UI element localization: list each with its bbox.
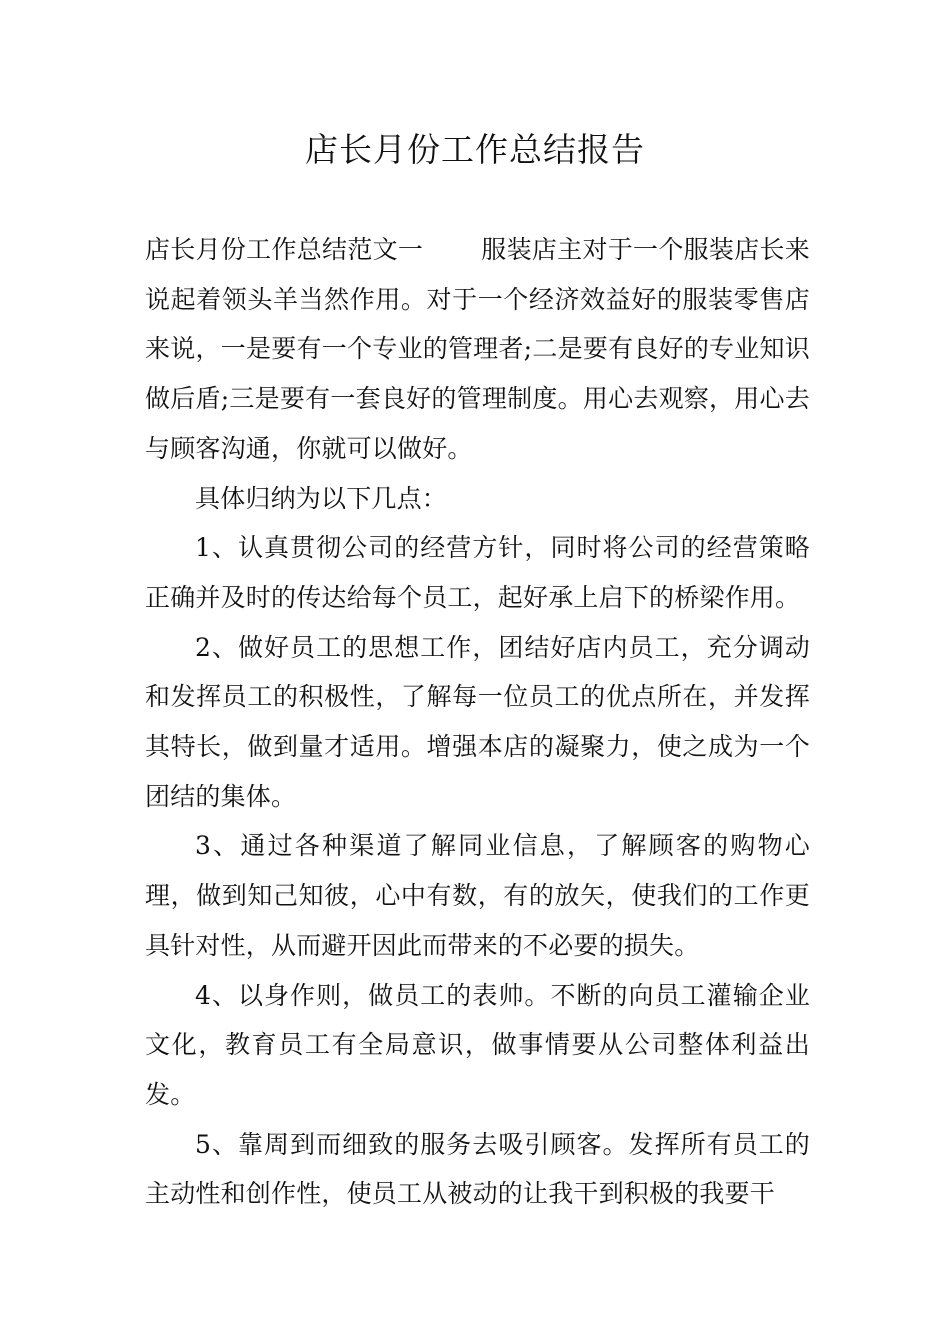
intro-heading: 店长月份工作总结范文一 <box>145 235 424 264</box>
intro-paragraph <box>145 225 810 474</box>
point-5: 5、靠周到而细致的服务去吸引顾客。发挥所有员工的主动性和创作性，使员工从被动的让我干到积极的我要干 <box>145 1129 810 1209</box>
point-2: 2、做好员工的思想工作，团结好店内员工，充分调动和发挥员工的积极性，了解每一位员工的优点所在，并发挥其特长，做到量才适用。增强本店的凝聚力，使之成为一个团结的集体。 <box>145 632 810 811</box>
point-3: 3、通过各种渠道了解同业信息，了解顾客的购物心理，做到知己知彼，心中有数，有的放矢，使我们的工作更具针对性，从而避开因此而带来的不必要的损失。 <box>145 831 810 960</box>
document-title: 店长月份工作总结报告 <box>305 130 645 169</box>
summary-lead: 具体归纳为以下几点： <box>195 483 448 513</box>
intro-text: 服装店主对于一个服装店长来说起着领头羊当然作用。对于一个经济效益好的服装零售店来说，一是要有一个专业的管理者;二是要有良好的专业知识做后盾;三是要有一套良好的管理制度。用心去观察，用心去与顾客沟通，你就可以做好。 <box>145 235 811 463</box>
point-4: 4、以身作则，做员工的表帅。不断的向员工灌输企业文化，教育员工有全局意识，做事情要从公司整体利益出发。 <box>145 980 810 1109</box>
point-1: 1、认真贯彻公司的经营方针，同时将公司的经营策略正确并及时的传达给每个员工，起好承上启下的桥梁作用。 <box>145 533 810 612</box>
document-body <box>145 225 810 1219</box>
